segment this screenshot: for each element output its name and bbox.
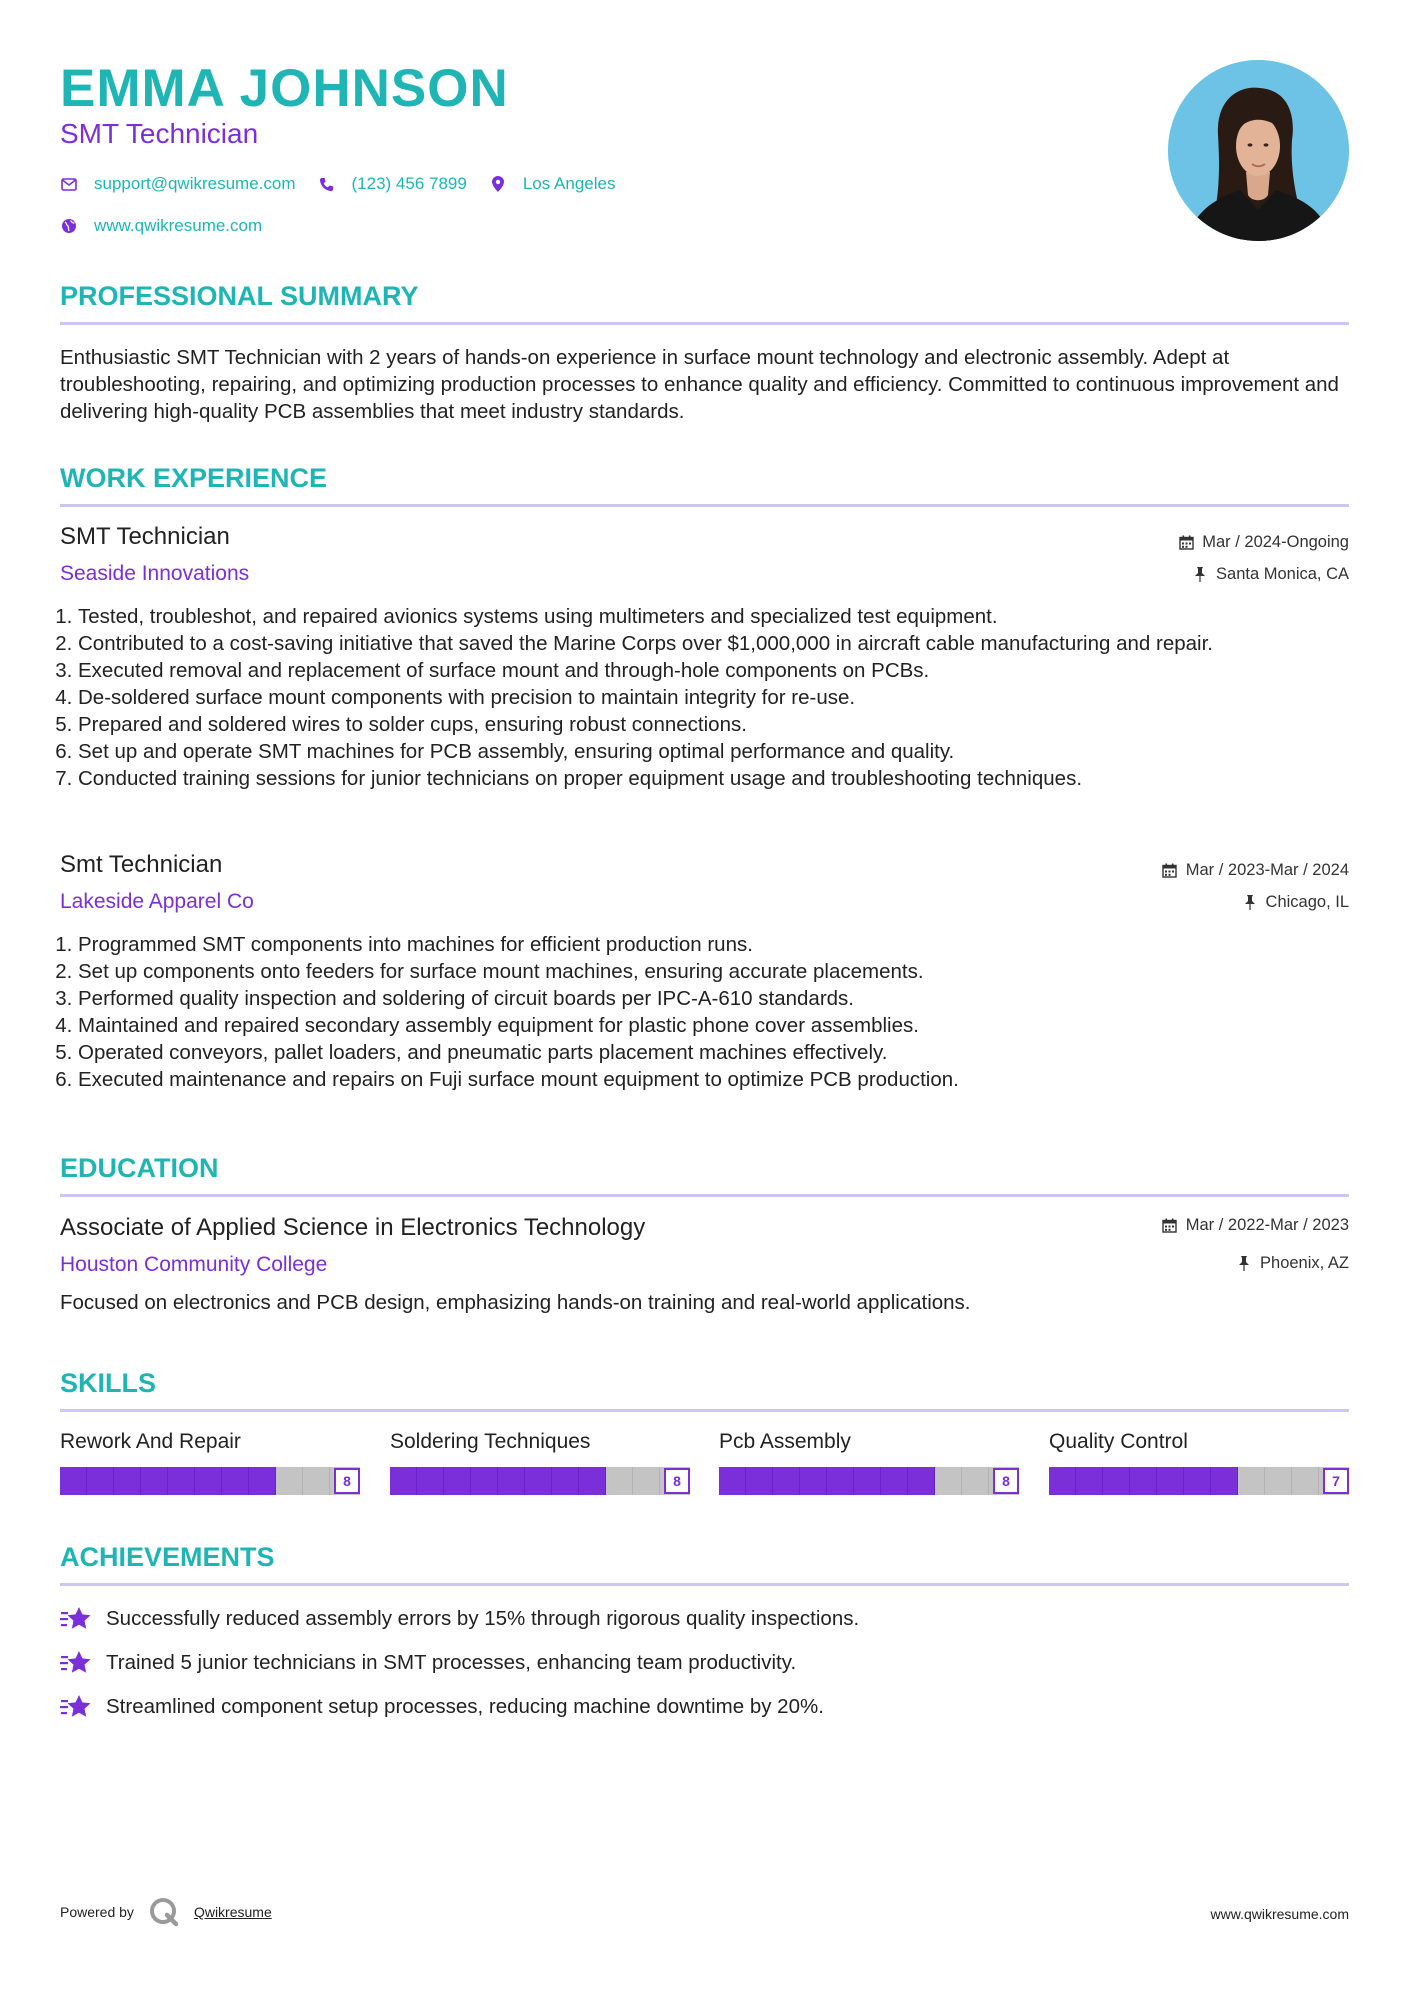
skill-bar-segment [935, 1467, 962, 1495]
skill-bar-segment [962, 1467, 989, 1495]
skill-bar-segment [881, 1467, 908, 1495]
globe-icon [60, 217, 78, 235]
skill-bar-segment [249, 1467, 276, 1495]
skill-bar-segment [1238, 1467, 1265, 1495]
section-divider [60, 322, 1349, 325]
skill-name: Pcb Assembly [719, 1430, 851, 1453]
list-item: 4. De-soldered surface mount components with precision to maintain integrity for re-use. [78, 684, 1349, 711]
website-link[interactable]: www.qwikresume.com [94, 216, 263, 235]
skill-bar-segment [854, 1467, 881, 1495]
company-name: Seaside Innovations [60, 562, 250, 585]
section-divider [60, 1409, 1349, 1412]
skill-bar-segment [552, 1467, 579, 1495]
star-icon [60, 1649, 92, 1677]
skill-score: 7 [1323, 1468, 1349, 1494]
list-item: 1. Tested, troubleshot, and repaired avionics systems using multimeters and specialized test equipment. [78, 603, 1349, 630]
pushpin-icon [1236, 1256, 1252, 1272]
job-location [1192, 565, 1349, 584]
job-dates-text: Mar / 2024-Ongoing [1202, 533, 1349, 551]
achievement-item [60, 1604, 859, 1634]
skill-bar-segment [1076, 1467, 1103, 1495]
skill-bar-segment [1184, 1467, 1211, 1495]
job-location-text: Santa Monica, CA [1216, 565, 1349, 583]
skill-bar [60, 1467, 360, 1495]
skill-bar-segment [141, 1467, 168, 1495]
footer-url[interactable]: www.qwikresume.com [1210, 1906, 1349, 1922]
skill-score: 8 [334, 1468, 360, 1494]
envelope-icon [60, 175, 78, 193]
skill-bar-segment [1157, 1467, 1184, 1495]
section-divider [60, 504, 1349, 507]
school-name: Houston Community College [60, 1253, 328, 1276]
powered-by-label: Powered by [60, 1904, 134, 1920]
education-description: Focused on electronics and PCB design, emphasizing hands-on training and real-world applications. [60, 1291, 971, 1314]
skill-bar-segment [1211, 1467, 1238, 1495]
job-responsibilities [60, 603, 1349, 792]
achievements-heading: ACHIEVEMENTS [60, 1542, 275, 1572]
achievement-text: Successfully reduced assembly errors by 15% through rigorous quality inspections. [106, 1607, 860, 1630]
skill-name: Quality Control [1049, 1430, 1188, 1453]
degree-title: Associate of Applied Science in Electronics Technology [60, 1214, 646, 1241]
achievement-text: Trained 5 junior technicians in SMT processes, enhancing team productivity. [106, 1651, 797, 1674]
skill-bar-segment [444, 1467, 471, 1495]
job-dates [1162, 861, 1349, 880]
list-item: 7. Conducted training sessions for junior technicians on proper equipment usage and troubleshooting techniques. [78, 765, 1349, 792]
skill-bar-segment [195, 1467, 222, 1495]
contact-row-primary [60, 171, 637, 197]
star-icon [60, 1605, 92, 1633]
job-title: SMT Technician [60, 523, 230, 550]
job-dates-text: Mar / 2023-Mar / 2024 [1185, 861, 1349, 879]
star-icon [60, 1693, 92, 1721]
qwikresume-logo-icon [148, 1896, 180, 1928]
phone-icon [318, 175, 336, 193]
skill-bar-segment [606, 1467, 633, 1495]
skill-bar-segment [1049, 1467, 1076, 1495]
skill-bar-segment [633, 1467, 660, 1495]
skill-bar-segment [1292, 1467, 1319, 1495]
skill-score: 8 [993, 1468, 1019, 1494]
education-location [1236, 1254, 1349, 1273]
experience-heading: WORK EXPERIENCE [60, 463, 328, 493]
skill-bar-segment [827, 1467, 854, 1495]
summary-text: Enthusiastic SMT Technician with 2 years of hands-on experience in surface mount technology and electronic assembly. Adept at troubleshooting, repairing, and optimizing production processes to enhance quality and efficiency. Committed to continuous improvement and delivering high-quality PCB assemblies that meet industry standards. [60, 346, 1339, 423]
education-heading: EDUCATION [60, 1153, 219, 1183]
skill-name: Rework And Repair [60, 1430, 241, 1453]
candidate-role: SMT Technician [60, 118, 259, 149]
email-link[interactable]: support@qwikresume.com [94, 174, 296, 193]
achievement-item [60, 1648, 796, 1678]
skill-bar-segment [60, 1467, 87, 1495]
list-item: 2. Contributed to a cost-saving initiative that saved the Marine Corps over $1,000,000 in aircraft cable manufacturing and repair. [78, 630, 1349, 657]
calendar-icon [1162, 1218, 1178, 1234]
achievement-item [60, 1692, 824, 1722]
skill-bar [1049, 1467, 1349, 1495]
skill-bar-segment [390, 1467, 417, 1495]
job-dates [1178, 533, 1349, 552]
list-item: 4. Maintained and repaired secondary assembly equipment for plastic phone cover assemblies. [78, 1012, 1349, 1039]
profile-photo [1168, 60, 1349, 241]
skill-bar-segment [417, 1467, 444, 1495]
education-dates-text: Mar / 2022-Mar / 2023 [1185, 1216, 1349, 1234]
list-item: 3. Performed quality inspection and soldering of circuit boards per IPC-A-610 standards. [78, 985, 1349, 1012]
skill-bar-segment [1130, 1467, 1157, 1495]
skill-bar-segment [114, 1467, 141, 1495]
skill-bar-segment [908, 1467, 935, 1495]
skill-bar-segment [276, 1467, 303, 1495]
skill-score: 8 [664, 1468, 690, 1494]
skill-bar-segment [773, 1467, 800, 1495]
skill-bar [719, 1467, 1019, 1495]
education-location-text: Phoenix, AZ [1260, 1254, 1349, 1272]
calendar-icon [1178, 535, 1194, 551]
skill-bar-segment [87, 1467, 114, 1495]
job-title: Smt Technician [60, 851, 223, 878]
location-text: Los Angeles [522, 174, 616, 193]
skill-bar-segment [525, 1467, 552, 1495]
skill-bar-segment [800, 1467, 827, 1495]
skill-bar-segment [168, 1467, 195, 1495]
list-item: 5. Prepared and soldered wires to solder cups, ensuring robust connections. [78, 711, 1349, 738]
skill-bar-segment [303, 1467, 330, 1495]
brand-link[interactable]: Qwikresume [193, 1904, 272, 1920]
job-responsibilities [60, 931, 1349, 1093]
resume-page [60, 0, 1349, 1990]
skill-bar-segment [746, 1467, 773, 1495]
skill-bar [390, 1467, 690, 1495]
calendar-icon [1162, 863, 1178, 879]
list-item: 1. Programmed SMT components into machines for efficient production runs. [78, 931, 1349, 958]
contact-row-secondary [60, 213, 284, 239]
phone-link[interactable]: (123) 456 7899 [351, 174, 467, 193]
skills-heading: SKILLS [60, 1368, 157, 1398]
list-item: 5. Operated conveyors, pallet loaders, and pneumatic parts placement machines effectively. [78, 1039, 1349, 1066]
footer-powered-by [60, 1896, 272, 1928]
section-divider [60, 1583, 1349, 1586]
list-item: 6. Executed maintenance and repairs on Fuji surface mount equipment to optimize PCB production. [78, 1066, 1349, 1093]
job-location [1242, 893, 1349, 912]
skill-bar-segment [1265, 1467, 1292, 1495]
skill-bar-segment [579, 1467, 606, 1495]
skill-bar-segment [1103, 1467, 1130, 1495]
skill-bar-segment [222, 1467, 249, 1495]
pushpin-icon [1242, 895, 1258, 911]
candidate-name: EMMA JOHNSON [60, 59, 509, 118]
skill-name: Soldering Techniques [390, 1430, 591, 1453]
list-item: 6. Set up and operate SMT machines for PCB assembly, ensuring optimal performance and quality. [78, 738, 1349, 765]
skill-bar-segment [471, 1467, 498, 1495]
skill-bar-segment [498, 1467, 525, 1495]
education-dates [1162, 1216, 1349, 1235]
pushpin-icon [1192, 567, 1208, 583]
company-name: Lakeside Apparel Co [60, 890, 254, 913]
map-pin-icon [489, 175, 507, 193]
section-divider [60, 1194, 1349, 1197]
job-location-text: Chicago, IL [1265, 893, 1349, 911]
list-item: 2. Set up components onto feeders for surface mount machines, ensuring accurate placements. [78, 958, 1349, 985]
summary-heading: PROFESSIONAL SUMMARY [60, 281, 419, 311]
skill-bar-segment [719, 1467, 746, 1495]
achievement-text: Streamlined component setup processes, reducing machine downtime by 20%. [106, 1695, 824, 1718]
list-item: 3. Executed removal and replacement of surface mount and through-hole components on PCBs. [78, 657, 1349, 684]
